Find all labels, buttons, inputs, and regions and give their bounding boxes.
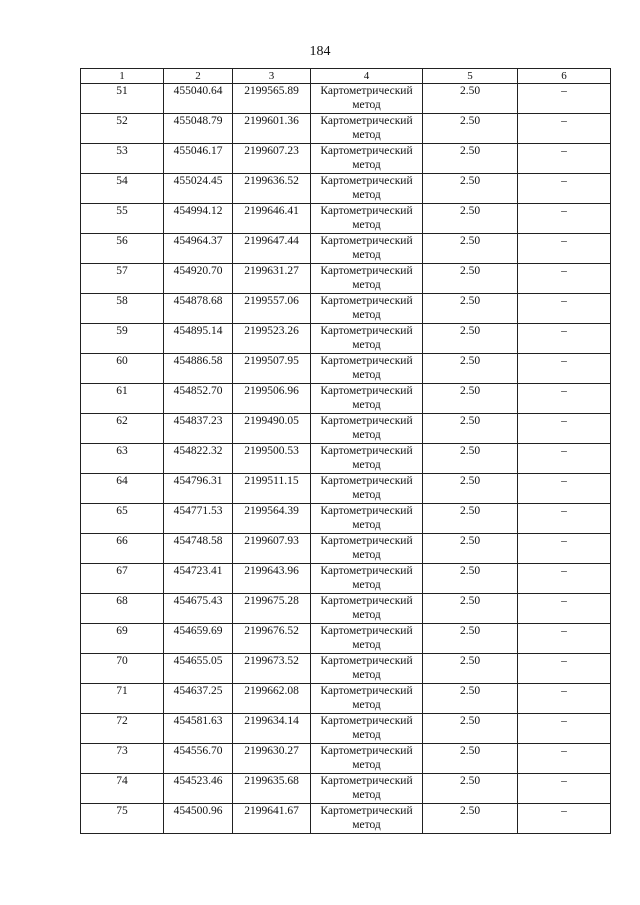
y-coordinate-cell: 2199636.52 — [233, 174, 311, 204]
description-cell: – — [518, 654, 611, 684]
y-coordinate-cell: 2199500.53 — [233, 444, 311, 474]
point-number-cell: 61 — [81, 384, 164, 414]
accuracy-cell: 2.50 — [423, 654, 518, 684]
description-cell: – — [518, 684, 611, 714]
table-row — [81, 204, 611, 234]
y-coordinate-cell: 2199630.27 — [233, 744, 311, 774]
table-row — [81, 624, 611, 654]
y-coordinate-cell: 2199635.68 — [233, 774, 311, 804]
method-cell — [311, 144, 423, 174]
y-coordinate-cell: 2199647.44 — [233, 234, 311, 264]
accuracy-cell: 2.50 — [423, 384, 518, 414]
method-cell — [311, 774, 423, 804]
table-row — [81, 294, 611, 324]
method-line-2: метод — [352, 639, 381, 651]
method-line-1: Картометрический — [320, 535, 413, 547]
description-cell: – — [518, 114, 611, 144]
method-cell — [311, 624, 423, 654]
method-line-2: метод — [352, 249, 381, 261]
column-header-3: 3 — [233, 69, 311, 84]
method-line-1: Картометрический — [320, 325, 413, 337]
x-coordinate-cell: 455040.64 — [164, 84, 233, 114]
description-cell: – — [518, 174, 611, 204]
accuracy-cell: 2.50 — [423, 444, 518, 474]
x-coordinate-cell: 454886.58 — [164, 354, 233, 384]
point-number-cell: 62 — [81, 414, 164, 444]
description-cell: – — [518, 354, 611, 384]
x-coordinate-cell: 454659.69 — [164, 624, 233, 654]
point-number-cell: 56 — [81, 234, 164, 264]
table-row — [81, 384, 611, 414]
point-number-cell: 75 — [81, 804, 164, 834]
accuracy-cell: 2.50 — [423, 354, 518, 384]
y-coordinate-cell: 2199607.23 — [233, 144, 311, 174]
description-cell: – — [518, 774, 611, 804]
accuracy-cell: 2.50 — [423, 564, 518, 594]
method-line-2: метод — [352, 279, 381, 291]
x-coordinate-cell: 454895.14 — [164, 324, 233, 354]
method-cell — [311, 234, 423, 264]
method-line-1: Картометрический — [320, 85, 413, 97]
table-row — [81, 234, 611, 264]
method-line-1: Картометрический — [320, 175, 413, 187]
y-coordinate-cell: 2199523.26 — [233, 324, 311, 354]
accuracy-cell: 2.50 — [423, 534, 518, 564]
point-number-cell: 51 — [81, 84, 164, 114]
description-cell: – — [518, 234, 611, 264]
table-row — [81, 264, 611, 294]
x-coordinate-cell: 454581.63 — [164, 714, 233, 744]
y-coordinate-cell: 2199490.05 — [233, 414, 311, 444]
method-line-1: Картометрический — [320, 385, 413, 397]
x-coordinate-cell: 454964.37 — [164, 234, 233, 264]
coordinates-table — [80, 68, 611, 834]
method-line-1: Картометрический — [320, 475, 413, 487]
description-cell: – — [518, 744, 611, 774]
x-coordinate-cell: 454771.53 — [164, 504, 233, 534]
method-line-2: метод — [352, 519, 381, 531]
description-cell: – — [518, 384, 611, 414]
method-line-2: метод — [352, 159, 381, 171]
accuracy-cell: 2.50 — [423, 774, 518, 804]
column-header-2: 2 — [164, 69, 233, 84]
table-body — [81, 84, 611, 834]
description-cell: – — [518, 294, 611, 324]
description-cell: – — [518, 204, 611, 234]
method-line-2: метод — [352, 729, 381, 741]
accuracy-cell: 2.50 — [423, 474, 518, 504]
method-line-2: метод — [352, 309, 381, 321]
point-number-cell: 67 — [81, 564, 164, 594]
method-cell — [311, 414, 423, 444]
x-coordinate-cell: 454523.46 — [164, 774, 233, 804]
x-coordinate-cell: 455046.17 — [164, 144, 233, 174]
accuracy-cell: 2.50 — [423, 114, 518, 144]
method-cell — [311, 594, 423, 624]
method-line-2: метод — [352, 429, 381, 441]
table-row — [81, 684, 611, 714]
y-coordinate-cell: 2199631.27 — [233, 264, 311, 294]
x-coordinate-cell: 455048.79 — [164, 114, 233, 144]
point-number-cell: 63 — [81, 444, 164, 474]
method-line-1: Картометрический — [320, 445, 413, 457]
description-cell: – — [518, 624, 611, 654]
method-line-2: метод — [352, 699, 381, 711]
point-number-cell: 70 — [81, 654, 164, 684]
y-coordinate-cell: 2199634.14 — [233, 714, 311, 744]
y-coordinate-cell: 2199607.93 — [233, 534, 311, 564]
point-number-cell: 59 — [81, 324, 164, 354]
method-cell — [311, 504, 423, 534]
method-cell — [311, 294, 423, 324]
method-line-2: метод — [352, 129, 381, 141]
point-number-cell: 53 — [81, 144, 164, 174]
table-row — [81, 474, 611, 504]
description-cell: – — [518, 474, 611, 504]
y-coordinate-cell: 2199511.15 — [233, 474, 311, 504]
description-cell: – — [518, 264, 611, 294]
accuracy-cell: 2.50 — [423, 684, 518, 714]
table-row — [81, 324, 611, 354]
method-line-2: метод — [352, 549, 381, 561]
x-coordinate-cell: 454994.12 — [164, 204, 233, 234]
table-row — [81, 714, 611, 744]
column-header-4: 4 — [311, 69, 423, 84]
y-coordinate-cell: 2199601.36 — [233, 114, 311, 144]
y-coordinate-cell: 2199564.39 — [233, 504, 311, 534]
method-line-1: Картометрический — [320, 415, 413, 427]
method-cell — [311, 714, 423, 744]
method-line-1: Картометрический — [320, 565, 413, 577]
accuracy-cell: 2.50 — [423, 804, 518, 834]
method-cell — [311, 324, 423, 354]
method-line-2: метод — [352, 819, 381, 831]
method-line-2: метод — [352, 189, 381, 201]
method-line-2: метод — [352, 459, 381, 471]
accuracy-cell: 2.50 — [423, 744, 518, 774]
method-line-1: Картометрический — [320, 265, 413, 277]
description-cell: – — [518, 804, 611, 834]
x-coordinate-cell: 454556.70 — [164, 744, 233, 774]
x-coordinate-cell: 454852.70 — [164, 384, 233, 414]
method-line-1: Картометрический — [320, 625, 413, 637]
accuracy-cell: 2.50 — [423, 624, 518, 654]
x-coordinate-cell: 454500.96 — [164, 804, 233, 834]
table-header-row — [81, 69, 611, 84]
accuracy-cell: 2.50 — [423, 594, 518, 624]
method-line-2: метод — [352, 339, 381, 351]
method-cell — [311, 444, 423, 474]
y-coordinate-cell: 2199676.52 — [233, 624, 311, 654]
accuracy-cell: 2.50 — [423, 264, 518, 294]
point-number-cell: 73 — [81, 744, 164, 774]
method-line-2: метод — [352, 609, 381, 621]
point-number-cell: 66 — [81, 534, 164, 564]
table-row — [81, 594, 611, 624]
method-line-1: Картометрический — [320, 715, 413, 727]
x-coordinate-cell: 454655.05 — [164, 654, 233, 684]
x-coordinate-cell: 454637.25 — [164, 684, 233, 714]
accuracy-cell: 2.50 — [423, 174, 518, 204]
point-number-cell: 57 — [81, 264, 164, 294]
method-cell — [311, 534, 423, 564]
x-coordinate-cell: 455024.45 — [164, 174, 233, 204]
accuracy-cell: 2.50 — [423, 714, 518, 744]
method-cell — [311, 174, 423, 204]
method-line-2: метод — [352, 489, 381, 501]
description-cell: – — [518, 84, 611, 114]
point-number-cell: 58 — [81, 294, 164, 324]
method-line-2: метод — [352, 579, 381, 591]
table-row — [81, 534, 611, 564]
table-row — [81, 84, 611, 114]
point-number-cell: 72 — [81, 714, 164, 744]
method-cell — [311, 564, 423, 594]
x-coordinate-cell: 454920.70 — [164, 264, 233, 294]
method-line-2: метод — [352, 369, 381, 381]
table-row — [81, 414, 611, 444]
method-line-1: Картометрический — [320, 355, 413, 367]
point-number-cell: 60 — [81, 354, 164, 384]
method-cell — [311, 264, 423, 294]
method-line-1: Картометрический — [320, 775, 413, 787]
method-line-1: Картометрический — [320, 115, 413, 127]
method-cell — [311, 114, 423, 144]
accuracy-cell: 2.50 — [423, 144, 518, 174]
table-row — [81, 804, 611, 834]
accuracy-cell: 2.50 — [423, 84, 518, 114]
point-number-cell: 64 — [81, 474, 164, 504]
point-number-cell: 68 — [81, 594, 164, 624]
method-line-2: метод — [352, 99, 381, 111]
column-header-1: 1 — [81, 69, 164, 84]
table-row — [81, 564, 611, 594]
point-number-cell: 69 — [81, 624, 164, 654]
method-line-2: метод — [352, 399, 381, 411]
x-coordinate-cell: 454822.32 — [164, 444, 233, 474]
table-row — [81, 504, 611, 534]
method-line-1: Картометрический — [320, 205, 413, 217]
method-cell — [311, 744, 423, 774]
description-cell: – — [518, 534, 611, 564]
y-coordinate-cell: 2199646.41 — [233, 204, 311, 234]
y-coordinate-cell: 2199565.89 — [233, 84, 311, 114]
y-coordinate-cell: 2199673.52 — [233, 654, 311, 684]
point-number-cell: 52 — [81, 114, 164, 144]
accuracy-cell: 2.50 — [423, 414, 518, 444]
table-row — [81, 174, 611, 204]
y-coordinate-cell: 2199641.67 — [233, 804, 311, 834]
method-line-1: Картометрический — [320, 295, 413, 307]
x-coordinate-cell: 454837.23 — [164, 414, 233, 444]
table-row — [81, 774, 611, 804]
column-header-6: 6 — [518, 69, 611, 84]
y-coordinate-cell: 2199675.28 — [233, 594, 311, 624]
method-cell — [311, 684, 423, 714]
x-coordinate-cell: 454878.68 — [164, 294, 233, 324]
method-line-1: Картометрический — [320, 685, 413, 697]
point-number-cell: 74 — [81, 774, 164, 804]
x-coordinate-cell: 454723.41 — [164, 564, 233, 594]
point-number-cell: 71 — [81, 684, 164, 714]
method-line-2: метод — [352, 789, 381, 801]
method-line-1: Картометрический — [320, 655, 413, 667]
method-cell — [311, 84, 423, 114]
description-cell: – — [518, 414, 611, 444]
description-cell: – — [518, 564, 611, 594]
y-coordinate-cell: 2199506.96 — [233, 384, 311, 414]
y-coordinate-cell: 2199557.06 — [233, 294, 311, 324]
x-coordinate-cell: 454675.43 — [164, 594, 233, 624]
method-cell — [311, 354, 423, 384]
method-line-1: Картометрический — [320, 505, 413, 517]
description-cell: – — [518, 504, 611, 534]
method-cell — [311, 384, 423, 414]
table-row — [81, 354, 611, 384]
method-line-2: метод — [352, 759, 381, 771]
table-row — [81, 114, 611, 144]
description-cell: – — [518, 144, 611, 174]
accuracy-cell: 2.50 — [423, 324, 518, 354]
y-coordinate-cell: 2199662.08 — [233, 684, 311, 714]
column-header-5: 5 — [423, 69, 518, 84]
method-cell — [311, 654, 423, 684]
description-cell: – — [518, 324, 611, 354]
table-row — [81, 654, 611, 684]
method-line-1: Картометрический — [320, 805, 413, 817]
point-number-cell: 55 — [81, 204, 164, 234]
point-number-cell: 54 — [81, 174, 164, 204]
method-line-1: Картометрический — [320, 235, 413, 247]
accuracy-cell: 2.50 — [423, 504, 518, 534]
method-cell — [311, 804, 423, 834]
y-coordinate-cell: 2199507.95 — [233, 354, 311, 384]
table-row — [81, 444, 611, 474]
accuracy-cell: 2.50 — [423, 294, 518, 324]
method-line-2: метод — [352, 669, 381, 681]
method-line-1: Картометрический — [320, 145, 413, 157]
point-number-cell: 65 — [81, 504, 164, 534]
method-line-1: Картометрический — [320, 745, 413, 757]
description-cell: – — [518, 714, 611, 744]
method-cell — [311, 204, 423, 234]
description-cell: – — [518, 594, 611, 624]
method-line-2: метод — [352, 219, 381, 231]
x-coordinate-cell: 454748.58 — [164, 534, 233, 564]
accuracy-cell: 2.50 — [423, 204, 518, 234]
method-cell — [311, 474, 423, 504]
method-line-1: Картометрический — [320, 595, 413, 607]
table-row — [81, 144, 611, 174]
table-row — [81, 744, 611, 774]
page-number: 184 — [309, 44, 331, 59]
description-cell: – — [518, 444, 611, 474]
accuracy-cell: 2.50 — [423, 234, 518, 264]
y-coordinate-cell: 2199643.96 — [233, 564, 311, 594]
x-coordinate-cell: 454796.31 — [164, 474, 233, 504]
